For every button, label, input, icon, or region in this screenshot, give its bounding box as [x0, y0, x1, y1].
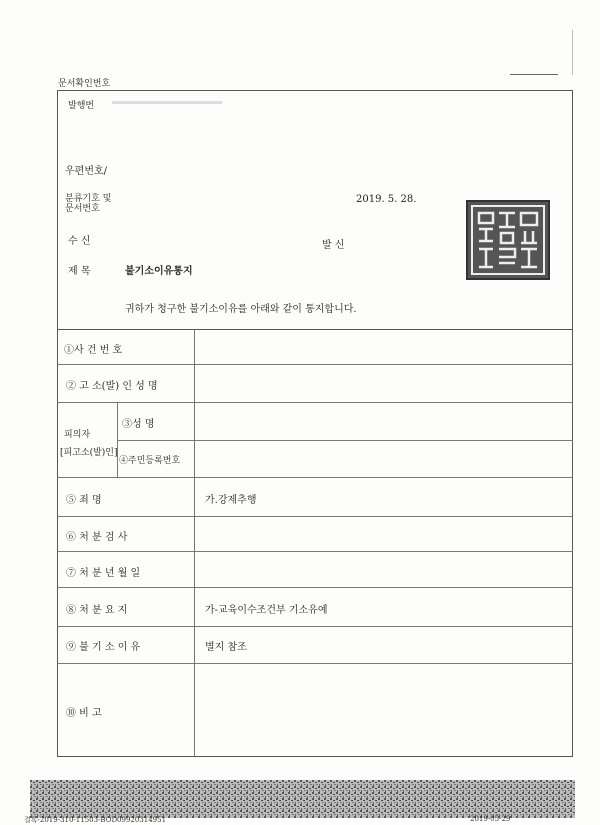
top-right-rule [510, 74, 558, 75]
scan-edge-line [572, 30, 573, 75]
row-divider [57, 402, 573, 403]
name-label: ③성 명 [122, 419, 155, 430]
crime-label: ⑤ 죄 명 [66, 495, 102, 506]
recipient-label: 수 신 [68, 236, 91, 247]
disposition-summary-label: ⑧ 처 분 요 지 [66, 605, 128, 616]
row-divider [57, 364, 573, 365]
doc-confirm-label: 문서확인번호 [58, 79, 111, 89]
footer-bar [0, 817, 600, 823]
official-seal [466, 200, 550, 280]
suspect-label: 피의자 [64, 430, 91, 440]
issue-date: 2019. 5. 28. [356, 194, 417, 205]
complainant-label: ② 고 소(발) 인 성 명 [66, 381, 158, 392]
row-divider [57, 551, 573, 552]
row-divider [57, 663, 573, 664]
suspect-sub-label: [피고소(발)인] [60, 448, 118, 458]
row-divider [57, 587, 573, 588]
column-divider [194, 329, 195, 757]
case-no-label: ①사 건 번 호 [64, 345, 123, 356]
row-divider [57, 477, 573, 478]
prosecutor-label: ⑥ 처 분 검 사 [66, 532, 128, 543]
non-prosecution-reason-label: ⑨ 불 기 소 이 유 [66, 642, 141, 653]
row-divider [57, 516, 573, 517]
row-divider [57, 626, 573, 627]
noise-pattern [30, 780, 575, 818]
disposition-summary-value: 가-교육이수조건부 기소유예 [205, 605, 328, 616]
class-code-label: 분류기호 및 [65, 194, 112, 204]
disposition-date-label: ⑦ 처 분 년 월 일 [66, 568, 141, 579]
redacted-issue-no [112, 101, 222, 104]
footer-right-text: 2019-05-29 [470, 815, 511, 823]
row-divider [117, 440, 573, 441]
table-top-border [57, 329, 573, 330]
non-prosecution-reason-value: 별지 참조 [205, 642, 247, 653]
crime-value: 가.강제추행 [205, 495, 257, 506]
postal-code-label: 우편번호/ [65, 166, 108, 177]
column-divider [117, 402, 118, 477]
doc-no-label: 문서번호 [65, 204, 100, 214]
subject-label: 제 목 [68, 266, 91, 277]
intro-text: 귀하가 청구한 불기소이유를 아래와 같이 통지합니다. [125, 304, 357, 315]
issue-no-label: 발행번 [68, 101, 95, 111]
rrn-label: ④주민등록번호 [119, 456, 181, 466]
footer-left-text: 결록-2019-310-11503-BOD09920314951 [24, 816, 167, 824]
remarks-label: ⑩ 비 고 [66, 708, 102, 719]
sender-label: 발 신 [322, 240, 345, 251]
subject-value: 불기소이유통지 [125, 266, 193, 277]
seal-glyph-icon [469, 203, 547, 277]
scan-noise-band [30, 780, 575, 818]
